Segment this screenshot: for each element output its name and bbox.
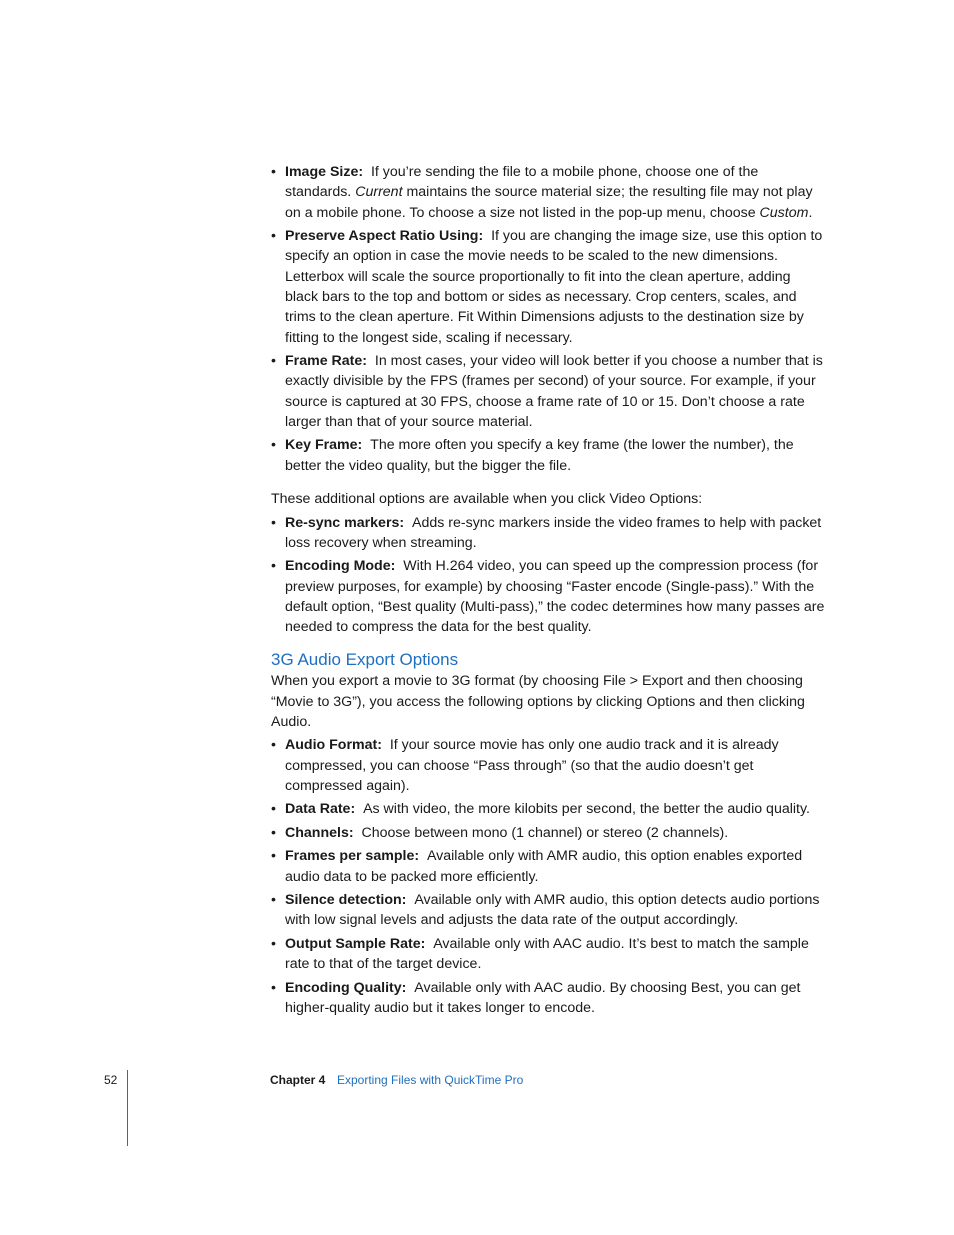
option-description: Available only with AAC audio. It’s best to match the sample rate to that of the target device.	[285, 935, 809, 973]
option-description: Available only with AAC audio. By choosing Best, you can get higher-quality audio but it takes longer to encode.	[285, 979, 801, 1017]
option-description: If your source movie has only one audio track and it is already compressed, you can choose “Pass through” (so that the audio doesn’t get compressed again).	[285, 737, 779, 794]
chapter-title: Exporting Files with QuickTime Pro	[337, 1073, 524, 1087]
option-term: Encoding Quality:	[285, 979, 407, 996]
option-term: Silence detection:	[285, 892, 407, 909]
additional-options-intro: These additional options are available when you click Video Options:	[271, 491, 703, 508]
option-term: Re-sync markers:	[285, 514, 405, 531]
option-description: In most cases, your video will look better if you choose a number that is exactly divisible by the FPS (frames per second) of your source. For example, if your source is captured at 30 FPS, choose a frame rate of 10 or 15. Don’t choose a rate larger than that of your source material.	[285, 353, 823, 430]
option-description: Available only with AMR audio, this option enables exported audio data to be packed more efficiently.	[285, 848, 803, 885]
option-value-custom: Custom	[759, 204, 809, 221]
option-term: Image Size:	[285, 164, 364, 180]
option-description: With H.264 video, you can speed up the compression process (for preview purposes, for example) by choosing “Faster encode (Single-pass).” With the default option, “Best quality (Multi-pass),” the codec determines how many passes are needed to compress the data for the best quality.	[285, 558, 825, 636]
option-term: Frames per sample:	[285, 848, 420, 865]
option-term: Key Frame:	[285, 437, 363, 454]
option-term: Channels:	[285, 824, 354, 841]
page-content	[271, 162, 827, 1022]
list-item	[271, 890, 827, 931]
option-description: As with video, the more kilobits per second, the better the audio quality.	[363, 801, 810, 818]
option-description: The more often you specify a key frame (the lower the number), the better the video quality, but the bigger the file.	[285, 437, 794, 474]
option-term: Frame Rate:	[285, 353, 368, 370]
spacer	[271, 479, 827, 489]
chapter-label: Chapter 4	[270, 1073, 326, 1087]
list-item	[271, 735, 827, 796]
list-item	[271, 162, 827, 223]
list-item	[271, 846, 827, 887]
option-description: If you’re sending the file to a mobile phone, choose one of the standards.	[285, 164, 759, 201]
option-description: If you are changing the image size, use this option to specify an option in case the movie needs to be scaled to the new dimensions. Letterbox will scale the source proportionally to fit into the clean aperture, adding black bars to the top and bottom or sides as necessary. Crop centers, scales, and trims to the clean aperture. Fit Within Dimensions adjusts to the destination size by fitting to the longest side, scaling if necessary.	[285, 228, 823, 346]
option-term: Preserve Aspect Ratio Using:	[285, 228, 484, 245]
list-item	[271, 435, 827, 476]
page-number: 52	[104, 1073, 118, 1087]
video-options-list	[271, 162, 827, 476]
option-description: Choose between mono (1 channel) or stereo (2 channels).	[361, 824, 729, 841]
list-item	[271, 978, 827, 1019]
list-item	[271, 823, 827, 843]
list-item	[271, 351, 827, 432]
list-item	[271, 556, 827, 637]
option-term: Data Rate:	[285, 801, 356, 818]
section-intro: When you export a movie to 3G format (by choosing File > Export and then choosing “Movie to 3G”), you access the following options by clicking Options and then clicking Audio.	[271, 673, 805, 731]
section-heading: 3G Audio Export Options	[271, 650, 459, 670]
option-description: .	[808, 204, 813, 221]
option-value-current: Current	[355, 184, 403, 201]
list-item	[271, 226, 827, 348]
list-item	[271, 934, 827, 975]
option-description: maintains the source material size; the resulting file may not play on a mobile phone. To choose a size not listed in the pop-up menu, choose	[285, 184, 813, 221]
option-term: Encoding Mode:	[285, 558, 396, 575]
option-description: Available only with AMR audio, this option detects audio portions with low signal levels and adjusts the data rate of the output accordingly.	[285, 892, 820, 929]
option-term: Output Sample Rate:	[285, 935, 426, 952]
list-item	[271, 513, 827, 554]
option-term: Audio Format:	[285, 737, 382, 754]
option-description: Adds re-sync markers inside the video frames to help with packet loss recovery when streaming.	[285, 514, 822, 551]
page-footer	[0, 1072, 954, 1092]
list-item	[271, 799, 827, 819]
additional-options-list	[271, 513, 827, 638]
audio-options-list	[271, 735, 827, 1018]
